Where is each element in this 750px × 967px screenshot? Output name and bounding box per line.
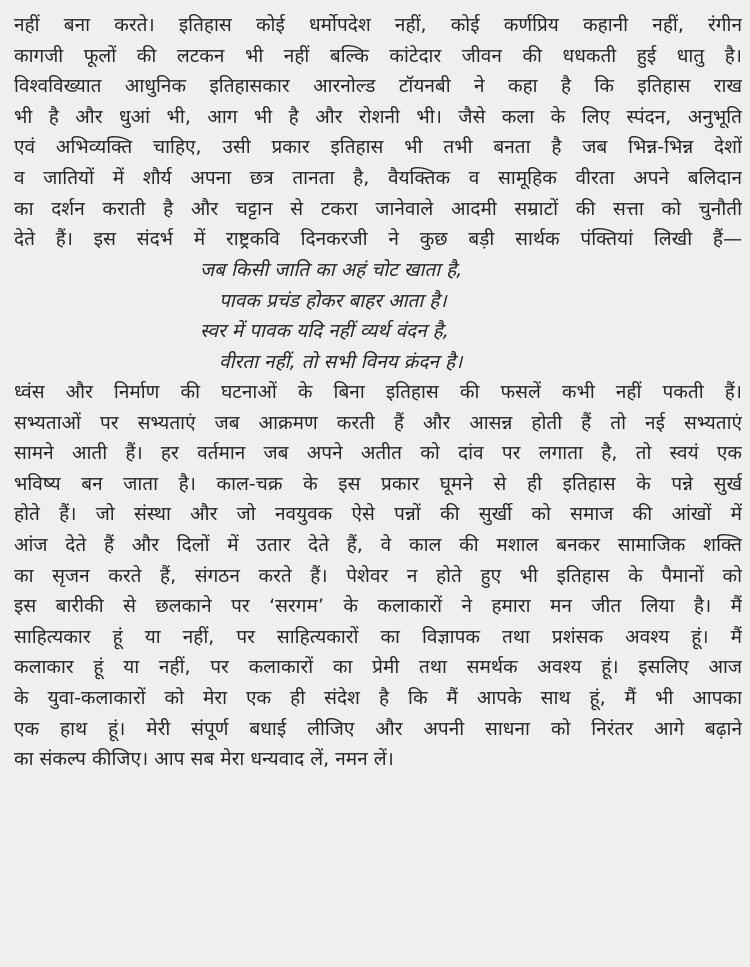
- paragraph-1: [14, 10, 742, 255]
- text-line: व जातियों में शौर्य अपना छत्र तानता है, वैयक्तिक व सामूहिक वीरता अपने बलिदान: [14, 166, 742, 189]
- text-line: एवं अभिव्यक्ति चाहिए, उसी प्रकार इतिहास भी तभी बनता है जब भिन्न-भिन्न देशों: [14, 136, 742, 159]
- text-line: ध्वंस और निर्माण की घटनाओं के बिना इतिहास की फसलें कभी नहीं पकती हैं।: [14, 381, 742, 403]
- text-line: का दर्शन कराती है और चट्टान से टकरा जानेवाले आदमी सम्राटों की सत्ता को चुनौती: [14, 197, 742, 220]
- text-line: सभ्यताओं पर सभ्यताएं जब आक्रमण करती हैं और आसन्न होती हैं तो नई सभ्यताएं: [14, 411, 742, 434]
- text-line: विश्वविख्यात आधुनिक इतिहासकार आरनोल्ड टॉयनबी ने कहा है कि इतिहास राख: [14, 75, 742, 98]
- text-line: इस बारीकी से छलकाने पर ‘सरगम’ के कलाकारों ने हमारा मन जीत लिया है। मैं: [14, 595, 742, 618]
- text-line: के युवा-कलाकारों को मेरा एक ही संदेश है कि मैं आपके साथ हूं, मैं भी आपका: [14, 686, 742, 709]
- text-line: भी है और धुआं भी, आग भी है और रोशनी भी। जैसे कला के लिए स्पंदन, अनुभूति: [14, 105, 742, 128]
- text-line: का सृजन करते हैं, संगठन करते हैं। पेशेवर न होते हुए भी इतिहास के पैमानों को: [14, 564, 742, 587]
- poem-line: स्वर में पावक यदि नहीं व्यर्थ वंदन है,: [200, 320, 449, 343]
- poem-line: पावक प्रचंड होकर बाहर आता है।: [219, 289, 447, 312]
- text-line: देते हैं। इस संदर्भ में राष्ट्रकवि दिनकरजी ने कुछ बड़ी सार्थक पंक्तियां लिखी हैं—: [14, 228, 742, 251]
- text-line: एक हाथ हूं। मेरी संपूर्ण बधाई लीजिए और अपनी साधना को निरंतर आगे बढ़ाने: [14, 717, 742, 740]
- text-line: नहीं बना करते। इतिहास कोई धर्मोपदेश नहीं, कोई कर्णप्रिय कहानी नहीं, रंगीन: [14, 14, 742, 36]
- poem-stanza: [0, 255, 750, 377]
- text-line: होते हैं। जो संस्था और जो नवयुवक ऐसे पन्नों की सुर्खी को समाज की आंखों में: [14, 503, 742, 526]
- poem-line: जब किसी जाति का अहं चोट खाता है,: [200, 259, 463, 281]
- poem-line: वीरता नहीं, तो सभी विनय क्रंदन है।: [219, 350, 463, 373]
- text-line: साहित्यकार हूं या नहीं, पर साहित्यकारों का विज्ञापक तथा प्रशंसक अवश्य हूं। मैं: [14, 625, 742, 648]
- text-line: का संकल्प कीजिए। आप सब मेरा धन्यवाद लें, नमन लें।: [14, 748, 394, 771]
- text-line: आंज देते हैं और दिलों में उतार देते हैं, वे काल की मशाल बनकर सामाजिक शक्ति: [14, 533, 742, 556]
- text-line: भविष्य बन जाता है। काल-चक्र के इस प्रकार घूमने से ही इतिहास के पन्ने सुर्ख: [14, 472, 742, 495]
- text-line: सामने आती हैं। हर वर्तमान जब अपने अतीत को दांव पर लगाता है, तो स्वयं एक: [14, 442, 742, 465]
- text-line: कलाकार हूं या नहीं, पर कलाकारों का प्रेमी तथा समर्थक अवश्य हूं। इसलिए आज: [14, 656, 742, 679]
- text-line: कागजी फूलों की लटकन भी नहीं बल्कि कांटेदार जीवन की धधकती हुई धातु है।: [14, 44, 742, 67]
- paragraph-2: [14, 377, 742, 775]
